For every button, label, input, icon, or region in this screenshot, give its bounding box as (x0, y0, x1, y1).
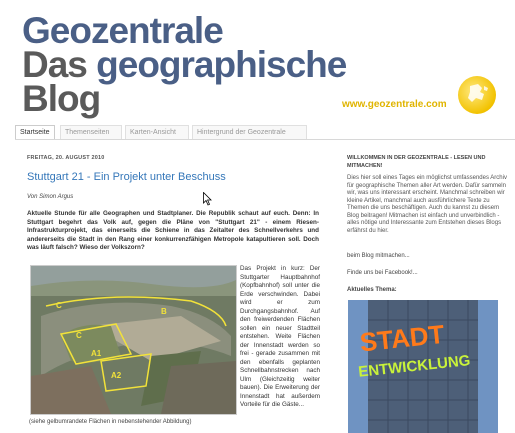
post-title-link[interactable]: Stuttgart 21 - Ein Projekt unter Beschuss (27, 171, 226, 183)
site-url[interactable]: www.geozentrale.com (342, 99, 447, 110)
join-blog-link[interactable]: beim Blog mitmachen... (347, 253, 410, 259)
navigation-tabs (15, 123, 515, 140)
post-body-text: Das Projekt in kurz: Der Stuttgarter Hauptbahnhof (Kopfbahnhof) soll unter die Erde verschwinden. Dabei wird er zum Durchgangsbahnhof. Auf den freiwerdenden Flächen sollen ein neuer Stadtteil entstehen. Weite Flächen der Innenstadt werden so frei - gerade zusammen mit den ebenfalls geplanten Schnellbahnstrecken nach Ulm (Gleichzeitig weiter bauen). Die Erweiterung der Innenstadt hat außerdem Vorteile für die Gäste... (240, 265, 320, 408)
poster-text-stadt: STADT (358, 318, 446, 358)
tab-startseite[interactable]: Startseite (15, 125, 55, 139)
photo-label-b: B (161, 307, 167, 316)
poster-text-entwicklung: ENTWICKLUNG (357, 352, 472, 381)
current-topic-heading: Aktuelles Thema: (347, 287, 397, 293)
stadtentwicklung-poster-image[interactable] (348, 300, 498, 433)
tab-hintergrund[interactable]: Hintergrund der Geozentrale (192, 125, 307, 139)
blog-header (0, 0, 515, 122)
blog-title-line1[interactable]: Geozentrale (22, 10, 223, 51)
photo-label-c-top: C (56, 301, 62, 310)
blog-title-line3[interactable]: Blog (22, 78, 101, 119)
sidebar-intro-text: Dies hier soll eines Tages ein möglichst umfassendes Archiv für geographische Themen aller Art werden. Dafür sammeln wir, was uns interessant erscheint. Manchmal schreiben wir kleine Artikel, manchmal auch ausführlichere Texte zu Themen die uns beschäftigen. Auch du kannst zu diesem Blog beitragen! Mitmachen ist einfach und unverbindlich - alles nötige und Interessante zum Entstehen dieses Blogs erfährst du hier. (347, 175, 507, 234)
tab-karten-ansicht[interactable]: Karten-Ansicht (125, 125, 189, 139)
mouse-cursor-icon (203, 192, 213, 206)
photo-label-c: C (76, 331, 82, 340)
sidebar-welcome-heading: WILLKOMMEN IN DER GEOZENTRALE - LESEN UND MITMACHEN! (347, 155, 486, 169)
photo-caption: (siehe gelbumrandete Flächen in nebenstehender Abbildung) (29, 419, 192, 425)
post-author: Von Simon Argus (27, 194, 74, 200)
blog-title-geographische: geographische (96, 44, 347, 85)
facebook-link[interactable]: Finde uns bei Facebook!... (347, 270, 418, 276)
post-lead-text: Aktuelle Stunde für alle Geographen und Stadtplaner. Die Republik schaut auf euch. Denn: In Stuttgart begehrt das Volk auf, gegen die Pläne von "Stuttgart 21" - einem Riesen-Infrastrukturprojekt, das einerseits die Schiene in das Zeitalter des Schnellverkehrs und andererseits die Stadt in den Rang einer konkurrenzfähigen Metropole katapultieren soll. Doch was läuft falsch? Wieso der Volkszorn? (27, 210, 319, 251)
photo-label-a1: A1 (91, 349, 102, 358)
post-date: FREITAG, 20. AUGUST 2010 (27, 155, 105, 161)
tab-themenseiten[interactable]: Themenseiten (60, 125, 122, 139)
globe-logo-icon (458, 76, 496, 114)
photo-label-a2: A2 (111, 371, 122, 380)
stuttgart-aerial-photo[interactable] (30, 265, 237, 415)
blog-title-das: Das (22, 44, 97, 85)
